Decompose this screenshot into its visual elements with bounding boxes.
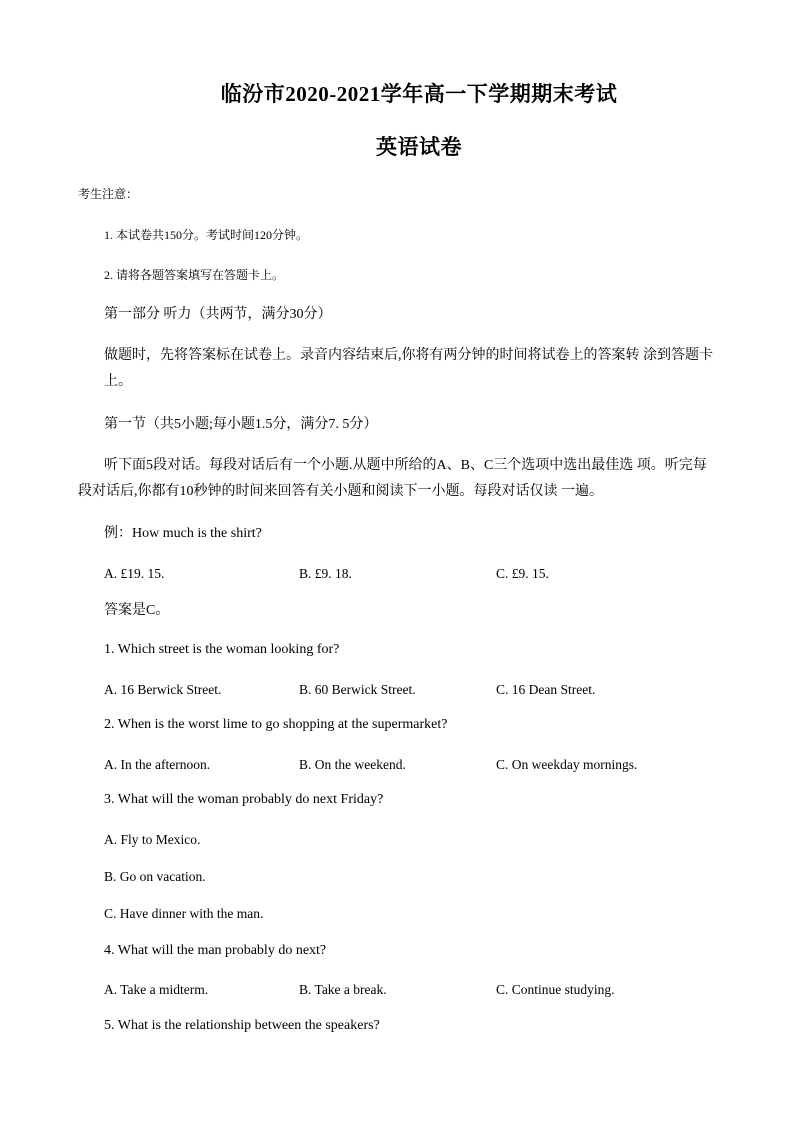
- question-2-option-b: B. On the weekend.: [299, 757, 406, 772]
- question-4-option-b: B. Take a break.: [299, 982, 387, 997]
- question-1: 1. Which street is the woman looking for?: [104, 642, 340, 657]
- question-3-option-b: B. Go on vacation.: [104, 869, 206, 884]
- question-5: 5. What is the relationship between the speakers?: [104, 1018, 380, 1033]
- section1-heading: 第一节（共5小题;每小题1.5分，满分7. 5分）: [104, 417, 378, 432]
- question-1-option-b: B. 60 Berwick Street.: [299, 682, 416, 697]
- exam-title: 临汾市2020-2021学年高一下学期期末考试: [220, 82, 618, 106]
- section1-instruction: 听下面5段对话。每段对话后有一个小题.从题中所给的A、B、C三个选项中选出最佳选 项。听完每段对话后,你都有10秒钟的时间来回答有关小题和阅读下一小题。每段对话仅读 一遍。: [78, 458, 707, 499]
- question-4: 4. What will the man probably do next?: [104, 943, 327, 958]
- question-2-option-a: A. In the afternoon.: [104, 757, 211, 772]
- notice-item-1: 1. 本试卷共150分。考试时间120分钟。: [104, 228, 309, 242]
- question-1-option-a: A. 16 Berwick Street.: [104, 682, 222, 697]
- exam-subtitle: 英语试卷: [376, 135, 462, 159]
- example-question: 例：How much is the shirt?: [104, 526, 262, 541]
- question-1-option-c: C. 16 Dean Street.: [496, 682, 596, 697]
- example-option-c: C. £9. 15.: [496, 566, 549, 581]
- question-2-option-c: C. On weekday mornings.: [496, 757, 638, 772]
- question-3-option-a: A. Fly to Mexico.: [104, 832, 201, 847]
- question-4-option-c: C. Continue studying.: [496, 982, 615, 997]
- notice-label: 考生注意：: [78, 187, 139, 201]
- question-2: 2. When is the worst lime to go shopping at the supermarket?: [104, 717, 448, 732]
- example-option-a: A. £19. 15.: [104, 566, 165, 581]
- question-4-option-a: A. Take a midterm.: [104, 982, 209, 997]
- notice-item-2: 2. 请将各题答案填写在答题卡上。: [104, 268, 285, 282]
- part1-heading: 第一部分 听力（共两节，满分30分）: [104, 307, 332, 322]
- question-3: 3. What will the woman probably do next Friday?: [104, 792, 384, 807]
- example-answer: 答案是C。: [104, 603, 170, 618]
- question-3-option-c: C. Have dinner with the man.: [104, 906, 264, 921]
- part1-instruction: 做题时，先将答案标在试卷上。录音内容结束后,你将有两分钟的时间将试卷上的答案转 涂到答题卡上。: [104, 348, 713, 389]
- example-option-b: B. £9. 18.: [299, 566, 352, 581]
